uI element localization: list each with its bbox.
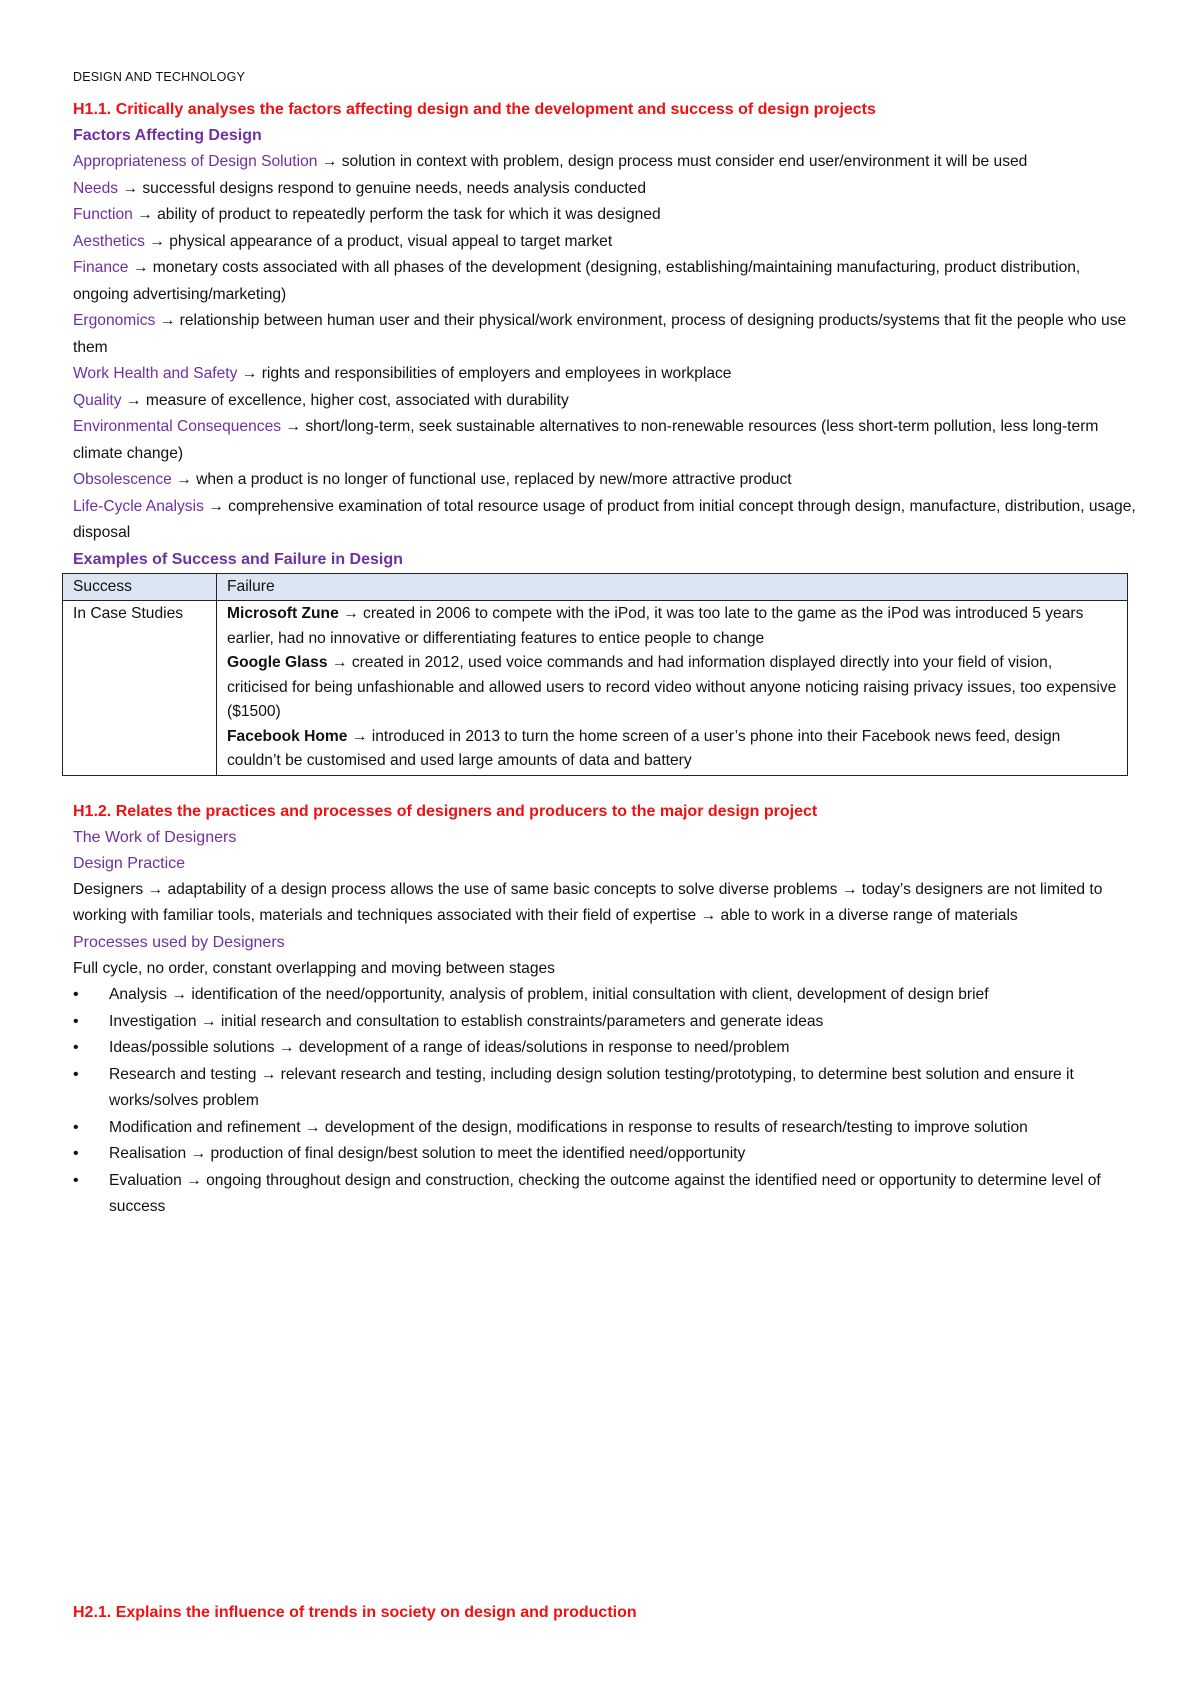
outcome-heading-h1-1: H1.1. Critically analyses the factors affecting design and the development and success of design projects: [73, 101, 876, 118]
step-desc: identification of the need/opportunity, analysis of problem, initial consultation with client, development of design brief: [191, 986, 989, 1003]
failures-cell: [217, 601, 1128, 776]
factor-desc: relationship between human user and their physical/work environment, process of designing products/systems that fit the people who use them: [73, 312, 1127, 356]
arrow-icon: →: [132, 259, 149, 276]
factor-desc: rights and responsibilities of employers and employees in workplace: [261, 365, 732, 382]
section-title-work-of-designers: The Work of Designers: [73, 828, 237, 846]
step-desc: relevant research and testing, including design solution testing/prototyping, to determine best solution and ensure it works/solves problem: [109, 1065, 1074, 1109]
designers-paragraph: Designers → adaptability of a design process allows the use of same basic concepts to solve diverse problems → today’s designers are not limited to working with familiar tools, materials and techniques associated with their field of expertise → able to work in a diverse range of materials: [73, 880, 1103, 924]
success-failure-table: [62, 573, 1128, 776]
factor-entry: [73, 229, 1138, 256]
factor-entry: [73, 202, 1138, 229]
step-desc: initial research and consultation to establish constraints/parameters and generate ideas: [220, 1012, 824, 1030]
factor-term: Function: [73, 206, 133, 223]
arrow-icon: →: [331, 654, 348, 671]
factor-term: Quality: [73, 391, 122, 409]
failure-case: [227, 651, 1117, 725]
arrow-icon: →: [171, 986, 188, 1003]
list-item: [109, 1035, 1138, 1062]
section-title-factors: Factors Affecting Design: [73, 127, 262, 144]
factor-term: Needs: [73, 179, 119, 197]
arrow-icon: →: [321, 153, 338, 170]
arrow-icon: →: [278, 1039, 295, 1056]
step-desc: production of final design/best solution to meet the identified need/opportunity: [210, 1145, 746, 1162]
factor-entry: [73, 388, 1138, 415]
page-content: [73, 70, 1138, 1221]
step-name: Modification and refinement: [109, 1118, 301, 1136]
outcome-heading-h1-2: H1.2. Relates the practices and processes of designers and producers to the major design project: [73, 802, 818, 820]
arrow-icon: →: [137, 206, 153, 223]
factor-term: Work Health and Safety: [73, 365, 238, 382]
step-desc: development of the design, modifications in response to results of research/testing to improve solution: [324, 1118, 1028, 1136]
step-name: Evaluation: [109, 1171, 182, 1189]
factor-desc: when a product is no longer of functional use, replaced by new/more attractive product: [196, 471, 792, 488]
step-name: Research and testing: [109, 1065, 257, 1083]
processes-intro: Full cycle, no order, constant overlapping and moving between stages: [73, 959, 555, 977]
factor-desc: comprehensive examination of total resource usage of product from initial concept through design, manufacture, distribution, usage, disposal: [73, 497, 1136, 541]
step-name: Realisation: [109, 1145, 187, 1162]
list-item: [109, 982, 1138, 1009]
arrow-icon: →: [125, 391, 142, 409]
arrow-icon: →: [159, 312, 176, 329]
document-header: DESIGN AND TECHNOLOGY: [73, 70, 246, 84]
list-item: [109, 1115, 1138, 1142]
arrow-icon: →: [186, 1171, 202, 1189]
table-header-row: [63, 573, 1128, 601]
arrow-icon: →: [351, 727, 368, 745]
arrow-icon: →: [208, 497, 224, 515]
factor-desc: ability of product to repeatedly perform the task for which it was designed: [157, 206, 661, 223]
factor-entry: [73, 176, 1138, 203]
table-row: [63, 601, 1128, 776]
factor-entry: [73, 149, 1138, 176]
factor-term: Environmental Consequences: [73, 418, 282, 435]
failure-name: Google Glass: [227, 654, 328, 671]
failure-desc: introduced in 2013 to turn the home screen of a user’s phone into their Facebook news feed, design couldn’t be customised and used large amounts of data and battery: [227, 727, 1061, 769]
arrow-icon: →: [241, 365, 258, 382]
list-item: [109, 1141, 1138, 1168]
factor-term: Finance: [73, 259, 129, 276]
arrow-icon: →: [176, 471, 192, 488]
step-desc: development of a range of ideas/solutions in response to need/problem: [298, 1039, 790, 1056]
row-label: In Case Studies: [63, 601, 217, 776]
factor-entry: [73, 361, 1138, 388]
arrow-icon: →: [343, 605, 359, 622]
step-name: Investigation: [109, 1012, 197, 1030]
step-desc: ongoing throughout design and construction, checking the outcome against the identified need or opportunity to determine level of success: [109, 1171, 1101, 1215]
arrow-icon: →: [190, 1145, 207, 1162]
factor-term: Obsolescence: [73, 471, 172, 488]
list-item: [109, 1009, 1138, 1036]
section-gap: [73, 776, 1138, 798]
factor-desc: successful designs respond to genuine needs, needs analysis conducted: [142, 179, 647, 197]
header-failure: Failure: [217, 573, 1128, 601]
factor-term: Aesthetics: [73, 232, 145, 250]
header-success: Success: [63, 573, 217, 601]
list-item: [109, 1062, 1138, 1115]
factor-term: Ergonomics: [73, 312, 156, 329]
factor-desc: measure of excellence, higher cost, associated with durability: [145, 391, 569, 409]
factor-entry: [73, 467, 1138, 494]
arrow-icon: →: [122, 179, 139, 197]
arrow-icon: →: [304, 1118, 321, 1136]
factor-term: Appropriateness of Design Solution: [73, 153, 318, 170]
failure-case: [227, 602, 1117, 651]
arrow-icon: →: [200, 1012, 217, 1030]
failure-name: Microsoft Zune: [227, 605, 339, 622]
section-title-examples: Examples of Success and Failure in Design: [73, 550, 403, 568]
failure-case: [227, 725, 1117, 774]
arrow-icon: →: [260, 1065, 277, 1083]
outcome-heading-h2-1: H2.1. Explains the influence of trends in society on design and production: [73, 1604, 637, 1621]
factor-desc: solution in context with problem, design process must consider end user/environment it will be used: [341, 153, 1028, 170]
factors-list: [73, 149, 1138, 547]
failure-desc: created in 2012, used voice commands and had information displayed directly into your field of vision, criticised for being unfashionable and allowed users to record video without anyone noticing raising privacy issues, too expensive ($1500): [227, 654, 1117, 720]
factor-entry: [73, 494, 1138, 547]
factor-entry: [73, 414, 1138, 467]
step-name: Analysis: [109, 986, 168, 1003]
factor-desc: physical appearance of a product, visual appeal to target market: [169, 232, 613, 250]
factor-term: Life-Cycle Analysis: [73, 497, 204, 515]
list-item: [109, 1168, 1138, 1221]
arrow-icon: →: [149, 232, 165, 250]
factor-entry: [73, 308, 1138, 361]
process-steps-list: [73, 982, 1138, 1221]
factor-desc: monetary costs associated with all phases of the development (designing, establishing/maintaining manufacturing, product distribution, ongoing advertising/marketing): [73, 259, 1081, 303]
failure-desc: created in 2006 to compete with the iPod, it was too late to the game as the iPod was introduced 5 years earlier, had no innovative or differentiating features to entice people to change: [227, 605, 1084, 647]
factor-desc: short/long-term, seek sustainable alternatives to non-renewable resources (less short-term pollution, less long-term climate change): [73, 418, 1099, 462]
failure-name: Facebook Home: [227, 727, 348, 745]
subsection-design-practice: Design Practice: [73, 854, 186, 872]
factor-entry: [73, 255, 1138, 308]
arrow-icon: →: [285, 418, 301, 435]
step-name: Ideas/possible solutions: [109, 1039, 275, 1056]
subsection-processes: Processes used by Designers: [73, 933, 285, 951]
